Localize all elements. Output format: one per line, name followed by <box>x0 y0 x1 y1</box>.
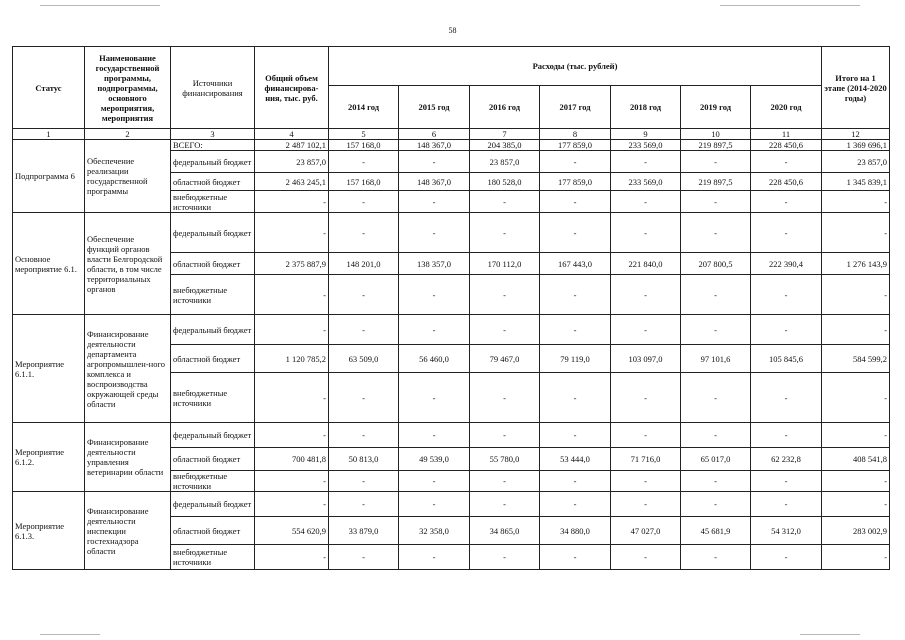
year-value: - <box>329 275 399 315</box>
total-value: - <box>255 373 329 423</box>
year-value: 157 168,0 <box>329 173 399 191</box>
year-value: - <box>611 315 681 345</box>
year-value: 33 879,0 <box>329 517 399 545</box>
column-index: 4 <box>255 129 329 140</box>
header-year: 2017 год <box>540 86 611 129</box>
scan-artifact-line <box>800 634 860 635</box>
year-value: - <box>611 492 681 517</box>
source-cell: областной бюджет <box>171 517 255 545</box>
year-value: - <box>399 315 470 345</box>
total-value: - <box>255 315 329 345</box>
table-row <box>13 492 890 517</box>
year-value: 34 880,0 <box>540 517 611 545</box>
source-cell: федеральный бюджет <box>171 492 255 517</box>
result-value: - <box>822 373 890 423</box>
year-value: 138 357,0 <box>399 253 470 275</box>
year-value: 228 450,6 <box>751 173 822 191</box>
source-cell: областной бюджет <box>171 253 255 275</box>
year-value: 55 780,0 <box>470 448 540 471</box>
year-value: 62 232,8 <box>751 448 822 471</box>
year-value: - <box>329 545 399 570</box>
result-value: - <box>822 213 890 253</box>
source-cell: внебюджетные источники <box>171 545 255 570</box>
year-value: 219 897,5 <box>681 173 751 191</box>
result-value: 1 369 696,1 <box>822 140 890 151</box>
total-value: - <box>255 213 329 253</box>
column-index: 9 <box>611 129 681 140</box>
year-value: 233 569,0 <box>611 140 681 151</box>
header-year: 2014 год <box>329 86 399 129</box>
year-value: 148 367,0 <box>399 140 470 151</box>
year-value: 53 444,0 <box>540 448 611 471</box>
header-index-row <box>13 129 890 140</box>
year-value: - <box>399 275 470 315</box>
year-value: - <box>329 471 399 492</box>
source-cell: федеральный бюджет <box>171 315 255 345</box>
year-value: - <box>611 151 681 173</box>
result-value: - <box>822 492 890 517</box>
year-value: - <box>470 373 540 423</box>
result-value: 584 599,2 <box>822 345 890 373</box>
header-name: Наименование государственной программы, подпрограммы, основного мероприятия, мероприятия <box>85 47 171 129</box>
status-cell: Мероприятие 6.1.1. <box>13 315 85 423</box>
year-value: - <box>470 315 540 345</box>
year-value: - <box>681 492 751 517</box>
year-value: - <box>751 373 822 423</box>
year-value: 50 813,0 <box>329 448 399 471</box>
source-cell: федеральный бюджет <box>171 213 255 253</box>
year-value: - <box>681 275 751 315</box>
scan-artifact-line <box>720 5 860 6</box>
year-value: - <box>470 213 540 253</box>
scan-artifact-line <box>40 634 100 635</box>
year-value: 105 845,6 <box>751 345 822 373</box>
year-value: 71 716,0 <box>611 448 681 471</box>
table-row <box>13 315 890 345</box>
year-value: 56 460,0 <box>399 345 470 373</box>
year-value: - <box>329 423 399 448</box>
year-value: - <box>470 471 540 492</box>
year-value: - <box>399 373 470 423</box>
result-value: 408 541,8 <box>822 448 890 471</box>
year-value: - <box>329 213 399 253</box>
status-cell: Мероприятие 6.1.3. <box>13 492 85 570</box>
header-year: 2019 год <box>681 86 751 129</box>
year-value: 157 168,0 <box>329 140 399 151</box>
year-value: 54 312,0 <box>751 517 822 545</box>
table-row <box>13 213 890 253</box>
total-value: - <box>255 471 329 492</box>
year-value: - <box>611 545 681 570</box>
year-value: - <box>751 423 822 448</box>
year-value: 222 390,4 <box>751 253 822 275</box>
header-year: 2020 год <box>751 86 822 129</box>
year-value: - <box>681 315 751 345</box>
year-value: 167 443,0 <box>540 253 611 275</box>
source-cell: областной бюджет <box>171 345 255 373</box>
column-index: 12 <box>822 129 890 140</box>
result-value: - <box>822 423 890 448</box>
table-row <box>13 140 890 151</box>
year-value: 63 509,0 <box>329 345 399 373</box>
year-value: 45 681,9 <box>681 517 751 545</box>
header-year: 2018 год <box>611 86 681 129</box>
year-value: - <box>681 471 751 492</box>
year-value: - <box>611 213 681 253</box>
year-value: - <box>611 471 681 492</box>
year-value: - <box>751 315 822 345</box>
year-value: 228 450,6 <box>751 140 822 151</box>
year-value: - <box>329 492 399 517</box>
year-value: - <box>681 373 751 423</box>
year-value: 49 539,0 <box>399 448 470 471</box>
header-sources: Источники финансирования <box>171 47 255 129</box>
year-value: 204 385,0 <box>470 140 540 151</box>
year-value: - <box>681 213 751 253</box>
header-expenses: Расходы (тыс. рублей) <box>329 47 822 86</box>
year-value: - <box>540 373 611 423</box>
year-value: - <box>470 492 540 517</box>
header-year: 2016 год <box>470 86 540 129</box>
budget-table <box>12 46 890 570</box>
year-value: 34 865,0 <box>470 517 540 545</box>
total-value: - <box>255 492 329 517</box>
column-index: 8 <box>540 129 611 140</box>
year-value: - <box>470 423 540 448</box>
result-value: 1 276 143,9 <box>822 253 890 275</box>
source-cell: внебюджетные источники <box>171 275 255 315</box>
column-index: 3 <box>171 129 255 140</box>
source-cell: внебюджетные источники <box>171 373 255 423</box>
column-index: 5 <box>329 129 399 140</box>
year-value: 47 027,0 <box>611 517 681 545</box>
year-value: - <box>399 423 470 448</box>
column-index: 2 <box>85 129 171 140</box>
name-cell: Финансирование деятельности инспекции гостехнадзора области <box>85 492 171 570</box>
year-value: - <box>540 315 611 345</box>
header-status: Статус <box>13 47 85 129</box>
year-value: - <box>751 275 822 315</box>
total-value: 2 375 887,9 <box>255 253 329 275</box>
year-value: 233 569,0 <box>611 173 681 191</box>
status-cell: Основное мероприятие 6.1. <box>13 213 85 315</box>
status-cell: Подпрограмма 6 <box>13 140 85 213</box>
year-value: 23 857,0 <box>470 151 540 173</box>
year-value: 221 840,0 <box>611 253 681 275</box>
total-value: 2 463 245,1 <box>255 173 329 191</box>
result-value: - <box>822 275 890 315</box>
year-value: - <box>540 213 611 253</box>
header-total: Общий объем финансирова-ния, тыс. руб. <box>255 47 329 129</box>
year-value: 219 897,5 <box>681 140 751 151</box>
year-value: 180 528,0 <box>470 173 540 191</box>
year-value: - <box>751 213 822 253</box>
name-cell: Финансирование деятельности департамента агропромышлен-ного комплекса и воспроизводства окружающей среды области <box>85 315 171 423</box>
column-index: 10 <box>681 129 751 140</box>
source-cell: федеральный бюджет <box>171 151 255 173</box>
name-cell: Обеспечение реализации государственной программы <box>85 140 171 213</box>
year-value: 79 467,0 <box>470 345 540 373</box>
table-body <box>13 140 890 570</box>
result-value: - <box>822 315 890 345</box>
year-value: - <box>540 471 611 492</box>
year-value: - <box>329 315 399 345</box>
year-value: 65 017,0 <box>681 448 751 471</box>
year-value: - <box>329 151 399 173</box>
header-result: Итого на 1 этапе (2014-2020 годы) <box>822 47 890 129</box>
column-index: 1 <box>13 129 85 140</box>
result-value: 1 345 839,1 <box>822 173 890 191</box>
table-row <box>13 423 890 448</box>
year-value: - <box>751 545 822 570</box>
year-value: 170 112,0 <box>470 253 540 275</box>
source-cell: федеральный бюджет <box>171 423 255 448</box>
total-value: 554 620,9 <box>255 517 329 545</box>
result-value: - <box>822 545 890 570</box>
year-value: - <box>329 373 399 423</box>
year-value: - <box>399 492 470 517</box>
total-value: 2 487 102,1 <box>255 140 329 151</box>
year-value: - <box>540 423 611 448</box>
year-value: - <box>611 373 681 423</box>
year-value: - <box>399 151 470 173</box>
column-index: 7 <box>470 129 540 140</box>
year-value: - <box>540 191 611 213</box>
year-value: 177 859,0 <box>540 173 611 191</box>
total-value: 1 120 785,2 <box>255 345 329 373</box>
year-value: - <box>540 151 611 173</box>
year-value: - <box>540 275 611 315</box>
total-value: - <box>255 191 329 213</box>
column-index: 6 <box>399 129 470 140</box>
name-cell: Обеспечение функций органов власти Белгородской области, в том числе территориальных органов <box>85 213 171 315</box>
year-value: - <box>681 545 751 570</box>
total-value: - <box>255 423 329 448</box>
year-value: - <box>751 151 822 173</box>
status-cell: Мероприятие 6.1.2. <box>13 423 85 492</box>
year-value: - <box>470 545 540 570</box>
year-value: - <box>611 423 681 448</box>
source-cell: внебюджетные источники <box>171 191 255 213</box>
scan-artifact-line <box>40 5 160 6</box>
total-value: - <box>255 275 329 315</box>
year-value: 103 097,0 <box>611 345 681 373</box>
result-value: - <box>822 471 890 492</box>
name-cell: Финансирование деятельности управления ветеринарии области <box>85 423 171 492</box>
year-value: 79 119,0 <box>540 345 611 373</box>
year-value: - <box>399 213 470 253</box>
page-number: 58 <box>448 26 457 35</box>
year-value: 32 358,0 <box>399 517 470 545</box>
year-value: - <box>399 471 470 492</box>
column-index: 11 <box>751 129 822 140</box>
source-cell: внебюджетные источники <box>171 471 255 492</box>
year-value: 207 800,5 <box>681 253 751 275</box>
year-value: - <box>611 191 681 213</box>
source-cell: ВСЕГО: <box>171 140 255 151</box>
year-value: 148 201,0 <box>329 253 399 275</box>
year-value: - <box>681 151 751 173</box>
header-year: 2015 год <box>399 86 470 129</box>
total-value: 700 481,8 <box>255 448 329 471</box>
year-value: - <box>540 545 611 570</box>
year-value: - <box>470 191 540 213</box>
total-value: 23 857,0 <box>255 151 329 173</box>
result-value: 283 002,9 <box>822 517 890 545</box>
source-cell: областной бюджет <box>171 448 255 471</box>
year-value: - <box>329 191 399 213</box>
total-value: - <box>255 545 329 570</box>
source-cell: областной бюджет <box>171 173 255 191</box>
year-value: 97 101,6 <box>681 345 751 373</box>
year-value: - <box>681 191 751 213</box>
year-value: - <box>611 275 681 315</box>
year-value: - <box>399 191 470 213</box>
year-value: 148 367,0 <box>399 173 470 191</box>
year-value: - <box>751 471 822 492</box>
result-value: - <box>822 191 890 213</box>
year-value: - <box>751 191 822 213</box>
year-value: 177 859,0 <box>540 140 611 151</box>
result-value: 23 857,0 <box>822 151 890 173</box>
year-value: - <box>681 423 751 448</box>
year-value: - <box>470 275 540 315</box>
year-value: - <box>399 545 470 570</box>
year-value: - <box>751 492 822 517</box>
year-value: - <box>540 492 611 517</box>
